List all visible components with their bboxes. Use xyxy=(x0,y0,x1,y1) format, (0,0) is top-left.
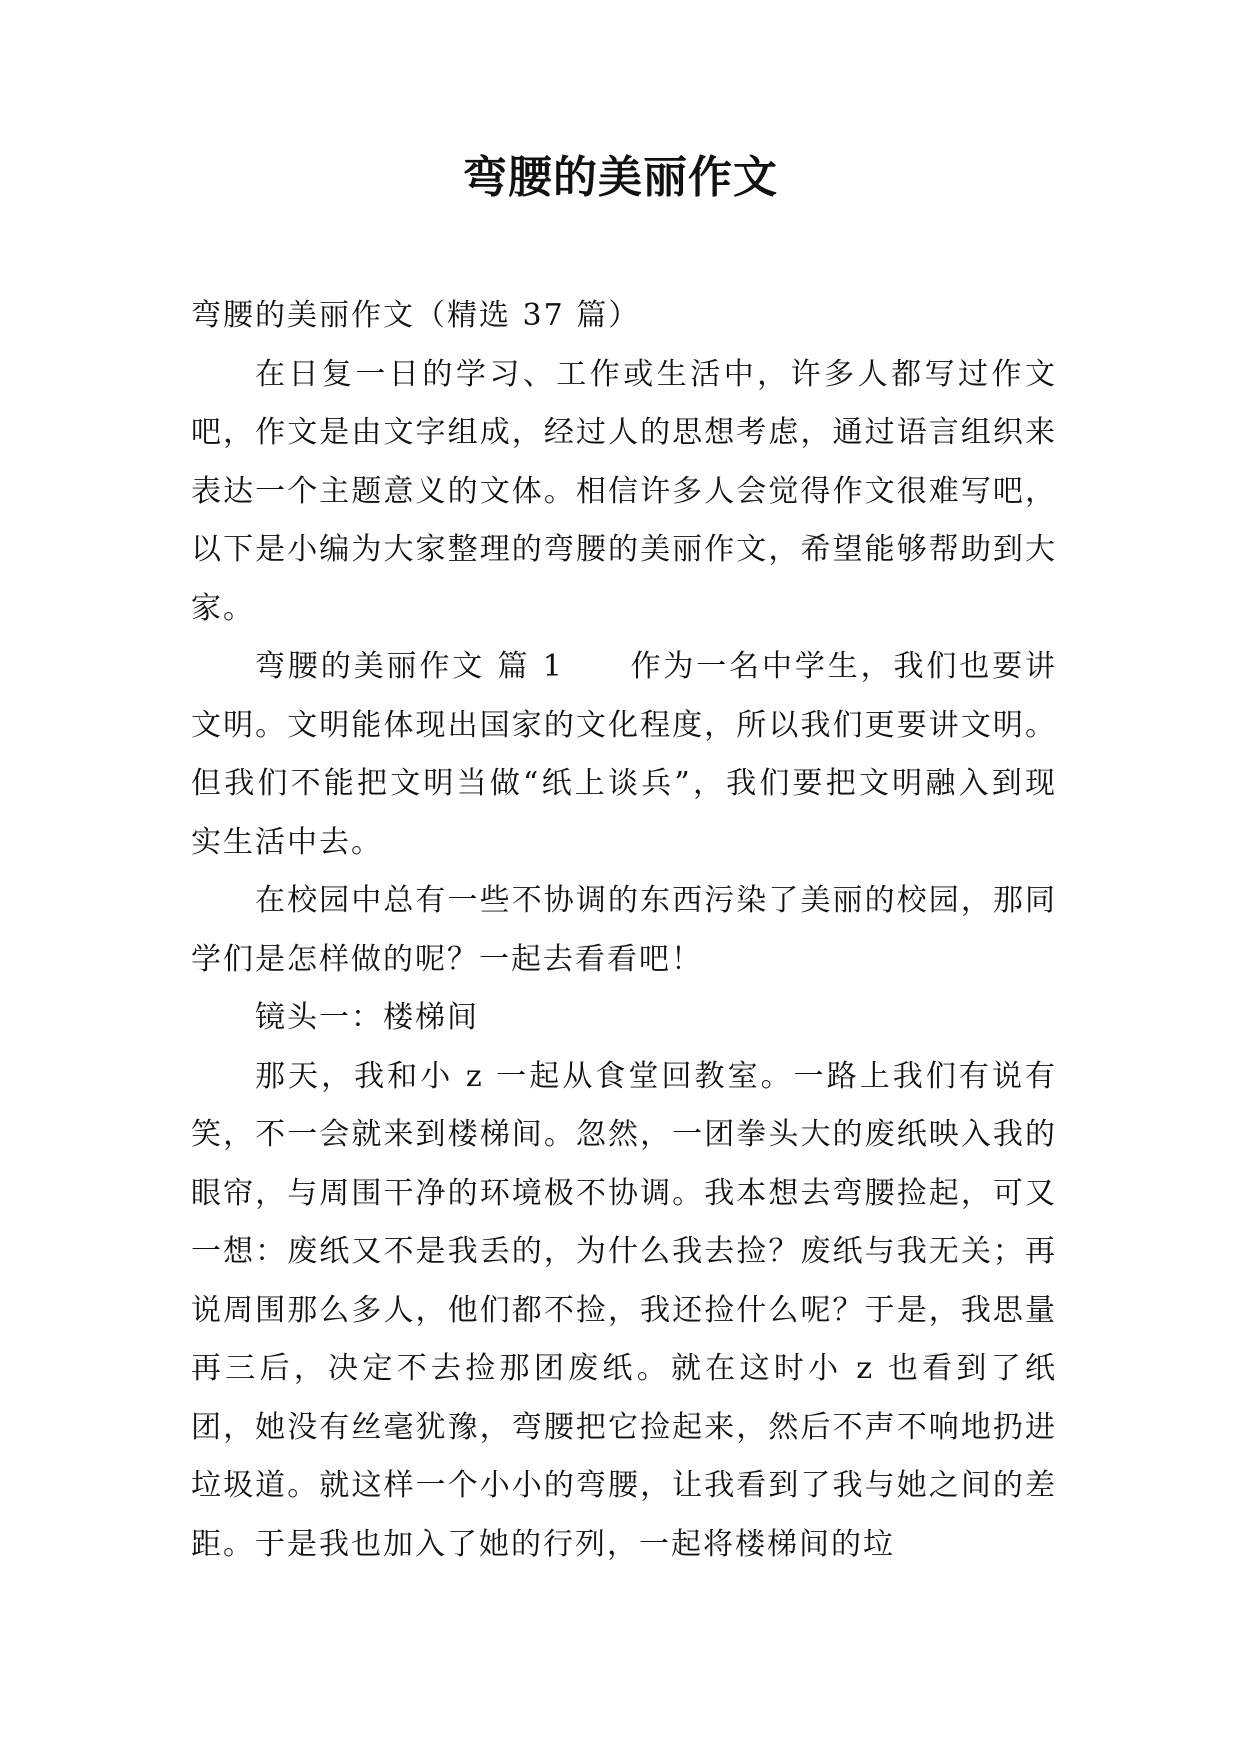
stairwell-story-paragraph: 那天，我和小 z 一起从食堂回教室。一路上我们有说有笑，不一会就来到楼梯间。忽然，一团拳头大的废纸映入我的眼帘，与周围干净的环境极不协调。我本想去弯腰捡起，可又一想：废纸又不是我丢的，为什么我去捡？废纸与我无关；再说周围那么多人，他们都不捡，我还捡什么呢？于是，我思量再三后，决定不去捡那团废纸。就在这时小 z 也看到了纸团，她没有丝毫犹豫，弯腰把它捡起来，然后不声不响地扔进垃圾道。就这样一个小小的弯腰，让我看到了我与她之间的差距。于是我也加入了她的行列，一起将楼梯间的垃 xyxy=(191,1058,1057,1562)
document-body xyxy=(191,287,1057,1574)
scene-heading: 镜头一：楼梯间 xyxy=(255,1000,479,1035)
document-subtitle: 弯腰的美丽作文（精选 37 篇） xyxy=(191,298,641,333)
document-title: 弯腰的美丽作文 xyxy=(463,152,778,203)
essay-1-opening-paragraph: 弯腰的美丽作文 篇 1 作为一名中学生，我们也要讲文明。文明能体现出国家的文化程度，所以我们更要讲文明。但我们不能把文明当做“纸上谈兵”，我们要把文明融入到现实生活中去。 xyxy=(191,649,1057,860)
campus-paragraph: 在校园中总有一些不协调的东西污染了美丽的校园，那同学们是怎样做的呢？一起去看看吧！ xyxy=(191,883,1057,977)
intro-paragraph: 在日复一日的学习、工作或生活中，许多人都写过作文吧，作文是由文字组成，经过人的思想考虑，通过语言组织来表达一个主题意义的文体。相信许多人会觉得作文很难写吧，以下是小编为大家整理的弯腰的美丽作文，希望能够帮助到大家。 xyxy=(191,356,1057,626)
